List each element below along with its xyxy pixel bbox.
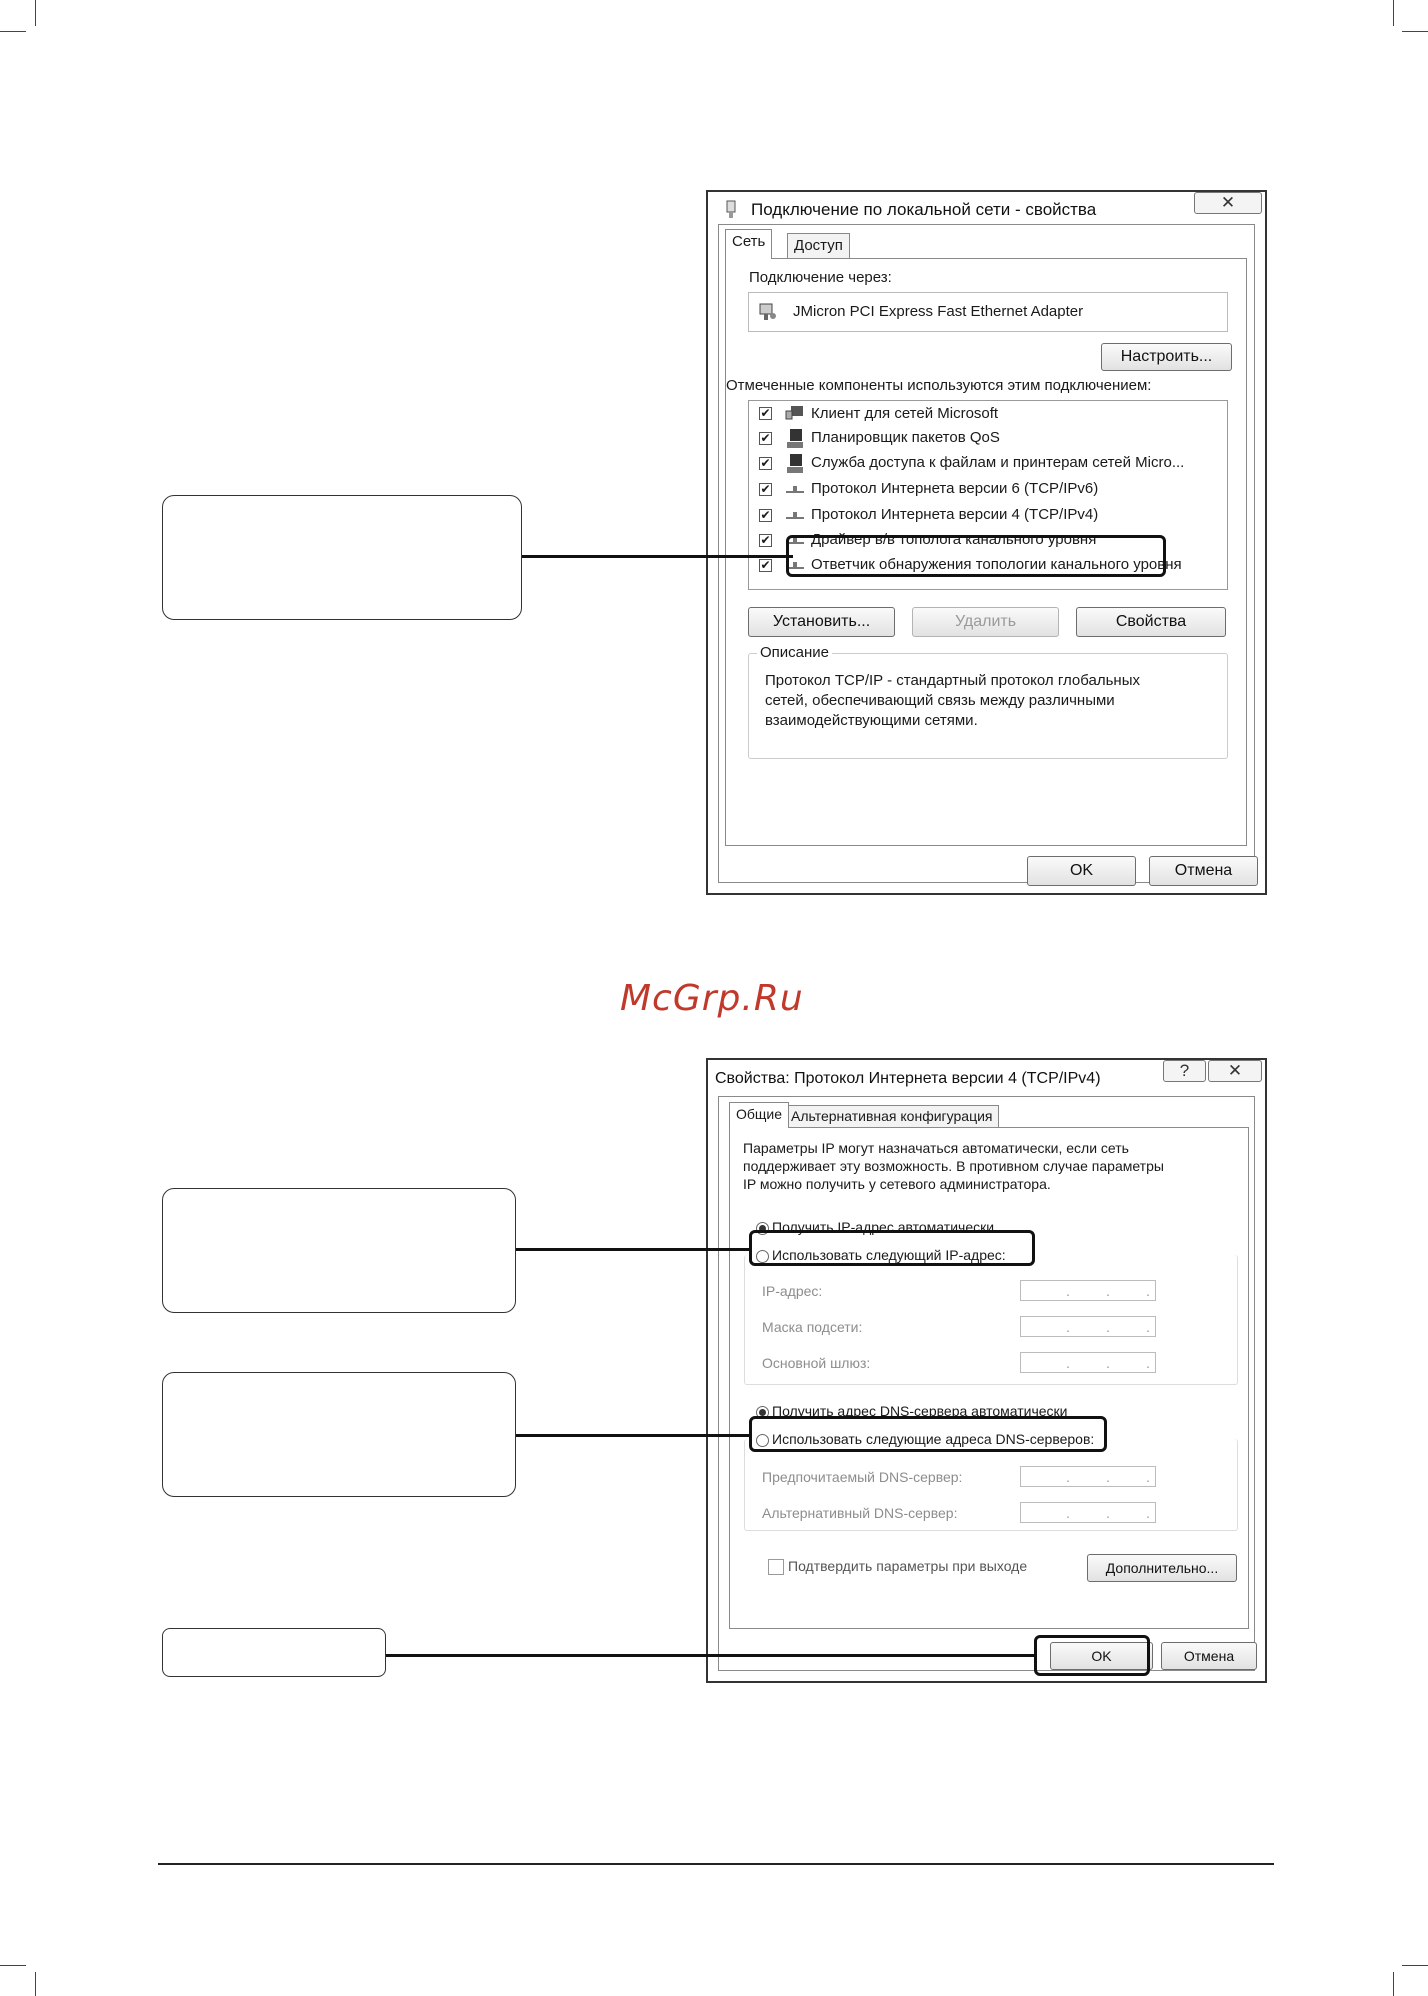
- network-adapter-icon: [724, 200, 738, 220]
- install-button[interactable]: Установить...: [748, 607, 895, 637]
- preferred-dns-label: Предпочитаемый DNS-сервер:: [762, 1469, 963, 1485]
- obtain-dns-auto-label: Получить адрес DNS-сервера автоматически: [772, 1403, 1068, 1419]
- component-label: Протокол Интернета версии 6 (TCP/IPv6): [811, 480, 1099, 497]
- protocol-icon: [785, 484, 805, 496]
- page-bottom-rule: [158, 1863, 1274, 1865]
- component-label: Протокол Интернета версии 4 (TCP/IPv4): [811, 506, 1099, 523]
- ipv4-properties-dialog: [706, 1058, 1267, 1683]
- component-checkbox[interactable]: ✔: [760, 508, 771, 522]
- highlight-ipv4: [786, 535, 1166, 577]
- description-line: взаимодействующими сетями.: [765, 712, 978, 729]
- preferred-dns-field[interactable]: . . .: [1020, 1466, 1156, 1487]
- components-label: Отмеченные компоненты используются этим подключением:: [726, 377, 1152, 394]
- crop-mark: [1402, 1965, 1428, 1966]
- cancel-button[interactable]: Отмена: [1161, 1642, 1257, 1670]
- cancel-button[interactable]: Отмена: [1149, 856, 1258, 886]
- adapter-box: [748, 292, 1228, 332]
- protocol-icon: [785, 510, 805, 522]
- component-checkbox[interactable]: ✔: [760, 431, 771, 445]
- callout-box: [162, 495, 522, 620]
- component-checkbox[interactable]: ✔: [760, 456, 771, 470]
- crop-mark: [1393, 1972, 1394, 1996]
- component-checkbox[interactable]: ✔: [760, 406, 771, 420]
- alternate-dns-label: Альтернативный DNS-сервер:: [762, 1505, 958, 1521]
- component-checkbox[interactable]: ✔: [760, 558, 771, 572]
- file-sharing-icon: [785, 453, 805, 475]
- callout-box: [162, 1372, 516, 1497]
- highlight-ok-button: [1034, 1635, 1150, 1676]
- close-button[interactable]: [1194, 192, 1262, 214]
- description-group-title: Описание: [757, 644, 832, 661]
- watermark: McGrp.Ru: [620, 978, 804, 1019]
- component-label: Служба доступа к файлам и принтерам сетей Micro...: [811, 454, 1185, 471]
- tab-sharing[interactable]: Доступ: [787, 233, 850, 259]
- dialog-title: Свойства: Протокол Интернета версии 4 (TCP/IPv4): [715, 1070, 1101, 1087]
- close-button[interactable]: [1208, 1060, 1262, 1082]
- crop-mark: [1402, 31, 1428, 32]
- description-group: [748, 644, 1228, 759]
- help-button[interactable]: [1163, 1060, 1206, 1082]
- callout-box: [162, 1628, 386, 1677]
- ok-button[interactable]: OK: [1050, 1642, 1153, 1670]
- ok-button[interactable]: OK: [1027, 856, 1136, 886]
- crop-mark: [0, 1965, 26, 1966]
- callout-connector: [522, 555, 793, 558]
- component-label: Планировщик пакетов QoS: [811, 429, 1000, 446]
- obtain-ip-auto-label: Получить IP-адрес автоматически: [772, 1219, 995, 1235]
- advanced-button[interactable]: Дополнительно...: [1087, 1554, 1237, 1582]
- use-following-ip-label: Использовать следующий IP-адрес:: [772, 1247, 1006, 1263]
- close-icon: ✕: [1227, 1061, 1243, 1080]
- highlight-obtain-ip: [749, 1230, 1035, 1266]
- ip-address-label: IP-адрес:: [762, 1283, 823, 1299]
- general-tab-panel: [729, 1127, 1249, 1629]
- client-icon: [785, 405, 805, 421]
- dialog-title: Подключение по локальной сети - свойства: [751, 200, 1097, 219]
- intro-line: поддерживает эту возможность. В противном случае параметры: [743, 1158, 1164, 1174]
- subnet-mask-field[interactable]: . . .: [1020, 1316, 1156, 1337]
- callout-box: [162, 1188, 516, 1313]
- validate-on-exit-checkbox[interactable]: [768, 1559, 784, 1575]
- default-gateway-label: Основной шлюз:: [762, 1355, 871, 1371]
- close-icon: ✕: [1220, 193, 1236, 212]
- crop-mark: [1393, 0, 1394, 26]
- use-following-dns-label: Использовать следующие адреса DNS-серверов:: [772, 1431, 1095, 1447]
- properties-button[interactable]: Свойства: [1076, 607, 1226, 637]
- crop-mark: [0, 31, 26, 32]
- callout-connector: [386, 1654, 1036, 1657]
- component-checkbox[interactable]: ✔: [760, 533, 771, 547]
- component-label: Ответчик обнаружения топологии канального уровня: [811, 556, 1182, 573]
- help-icon: ?: [1179, 1061, 1190, 1080]
- description-line: сетей, обеспечивающий связь между различными: [765, 692, 1115, 709]
- ip-address-field[interactable]: . . .: [1020, 1280, 1156, 1301]
- qos-icon: [785, 428, 805, 450]
- crop-mark: [35, 1972, 36, 1996]
- adapter-name: JMicron PCI Express Fast Ethernet Adapter: [793, 303, 1084, 320]
- remove-button[interactable]: Удалить: [912, 607, 1059, 637]
- dialog-body: [718, 1096, 1255, 1671]
- intro-line: IP можно получить у сетевого администратора.: [743, 1176, 1051, 1192]
- configure-button[interactable]: Настроить...: [1101, 343, 1232, 371]
- component-checkbox[interactable]: ✔: [760, 482, 771, 496]
- callout-connector: [516, 1434, 750, 1437]
- tab-general[interactable]: Общие: [729, 1102, 789, 1128]
- intro-line: Параметры IP могут назначаться автоматически, если сеть: [743, 1140, 1129, 1156]
- tab-alternate-config[interactable]: Альтернативная конфигурация: [784, 1105, 999, 1128]
- callout-connector: [516, 1248, 750, 1251]
- component-label: Клиент для сетей Microsoft: [811, 405, 999, 422]
- default-gateway-field[interactable]: . . .: [1020, 1352, 1156, 1373]
- description-line: Протокол TCP/IP - стандартный протокол глобальных: [765, 672, 1140, 689]
- crop-mark: [35, 0, 36, 26]
- adapter-icon: [758, 302, 778, 322]
- tab-network[interactable]: Сеть: [725, 229, 772, 259]
- highlight-obtain-dns: [749, 1416, 1107, 1452]
- validate-on-exit-label: Подтвердить параметры при выходе: [788, 1558, 1028, 1574]
- component-label: Драйвер в/в тополога канального уровня: [811, 531, 1097, 548]
- subnet-mask-label: Маска подсети:: [762, 1319, 863, 1335]
- alternate-dns-field[interactable]: . . .: [1020, 1502, 1156, 1523]
- connect-via-label: Подключение через:: [749, 269, 892, 286]
